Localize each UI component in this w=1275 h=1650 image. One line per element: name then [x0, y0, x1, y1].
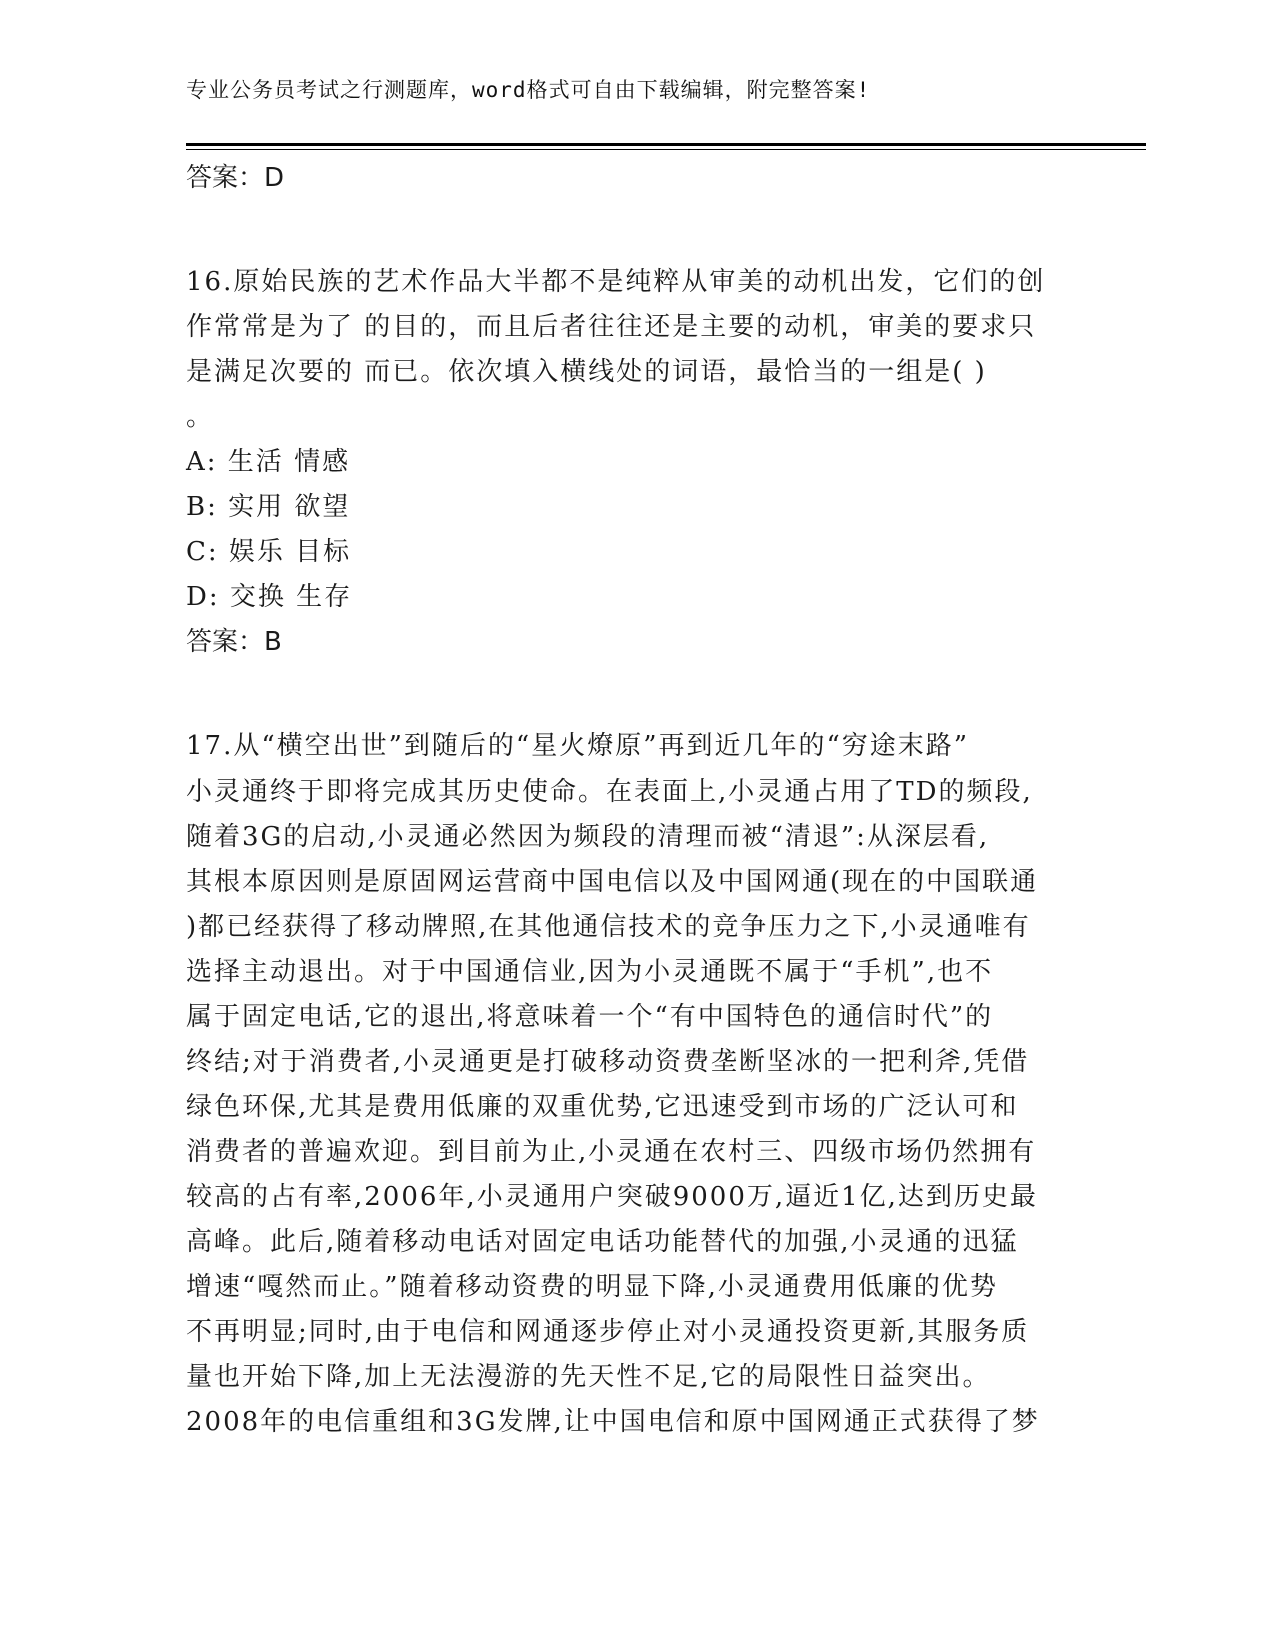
answer-16: 答案：B: [186, 627, 282, 658]
option-b: B: 实用 欲望: [186, 492, 351, 523]
option-c: C: 娱乐 目标: [186, 537, 352, 568]
question-16-line: 。: [186, 402, 215, 433]
question-17-line: 不再明显;同时,由于电信和网通逐步停止对小灵通投资更新,其服务质: [186, 1316, 1030, 1347]
question-17-line: 2008年的电信重组和3G发牌,让中国电信和原中国网通正式获得了梦: [186, 1406, 1040, 1437]
document-body: [186, 154, 1086, 1445]
question-17-line: 增速“嘎然而止。”随着移动资费的明显下降,小灵通费用低廉的优势: [186, 1271, 998, 1302]
option-d: D: 交换 生存: [186, 582, 353, 613]
question-17-line: 小灵通终于即将完成其历史使命。在表面上,小灵通占用了TD的频段,: [186, 776, 1033, 807]
page-header: 专业公务员考试之行测题库，word格式可自由下载编辑，附完整答案!: [186, 78, 871, 102]
question-17: [186, 724, 1086, 1444]
question-17-line: 属于固定电话,它的退出,将意味着一个“有中国特色的通信时代”的: [186, 1001, 994, 1032]
question-17-line: 消费者的普遍欢迎。到目前为止,小灵通在农村三、四级市场仍然拥有: [186, 1136, 1037, 1167]
question-17-line: 较高的占有率,2006年,小灵通用户突破9000万,逼近1亿,达到历史最: [186, 1181, 1038, 1212]
question-17-line: 量也开始下降,加上无法漫游的先天性不足,它的局限性日益突出。: [186, 1361, 991, 1392]
option-a: A: 生活 情感: [186, 447, 351, 478]
question-17-line: 其根本原因则是原固网运营商中国电信以及中国网通(现在的中国联通: [186, 866, 1039, 897]
header-rule-thin: [186, 149, 1146, 150]
question-17-line: 终结;对于消费者,小灵通更是打破移动资费垄断坚冰的一把利斧,凭借: [186, 1046, 1030, 1077]
question-17-line: 绿色环保,尤其是费用低廉的双重优势,它迅速受到市场的广泛认可和: [186, 1091, 1019, 1122]
question-17-line: 选择主动退出。对于中国通信业,因为小灵通既不属于“手机”,也不: [186, 956, 994, 987]
question-16-line: 是满足次要的 而已。依次填入横线处的词语，最恰当的一组是( ): [186, 357, 987, 388]
question-16-line: 16.原始民族的艺术作品大半都不是纯粹从审美的动机出发，它们的创: [186, 267, 1046, 297]
question-17-line: )都已经获得了移动牌照,在其他通信技术的竞争压力之下,小灵通唯有: [186, 911, 1031, 942]
question-17-line: 17.从“横空出世”到随后的“星火燎原”再到近几年的“穷途末路”: [186, 731, 970, 762]
header-rule-thick: [186, 143, 1146, 146]
question-16: [186, 260, 1086, 664]
question-17-line: 高峰。此后,随着移动电话对固定电话功能替代的加强,小灵通的迅猛: [186, 1226, 1019, 1257]
question-17-line: 随着3G的启动,小灵通必然因为频段的清理而被“清退”:从深层看,: [186, 821, 990, 852]
answer-15: 答案：D: [186, 163, 285, 193]
question-16-line: 作常常是为了 的目的，而且后者往往还是主要的动机，审美的要求只: [186, 312, 1037, 343]
